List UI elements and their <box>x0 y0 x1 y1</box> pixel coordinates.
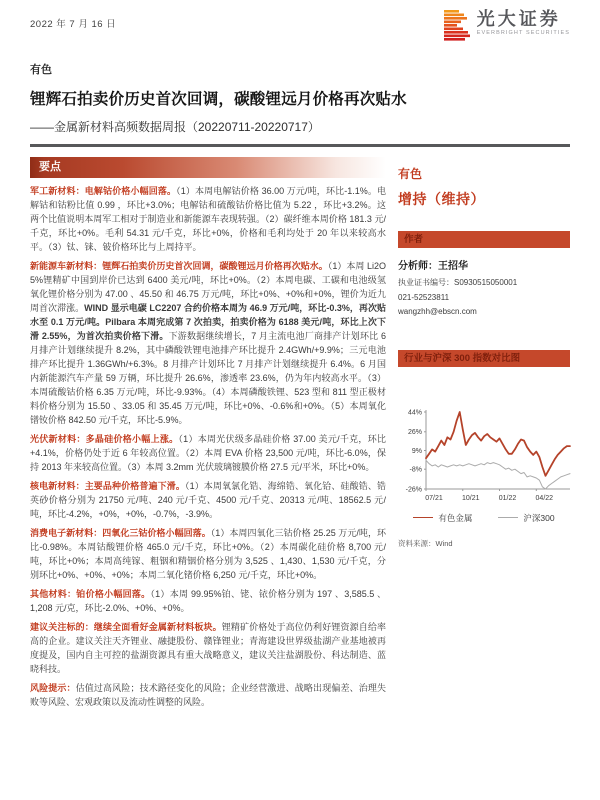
chart-legend <box>398 512 570 524</box>
summary-paragraph <box>30 479 386 521</box>
x-axis-tick-label: 01/22 <box>498 494 517 502</box>
paragraph-segment-lead: 其他材料：铂价格小幅回落。 <box>30 588 151 599</box>
legend-item <box>413 512 472 524</box>
paragraph-segment-lead: 光伏新材料：多晶硅价格小幅上涨。 <box>30 433 179 444</box>
paragraph-segment-lead: 新能源车新材料：锂辉石拍卖价历史首次回调，碳酸锂远月价格再次贴水。 <box>30 260 328 271</box>
legend-item <box>498 512 554 524</box>
chart-heading: 行业与沪深 300 指数对比图 <box>398 350 570 367</box>
analyst-email[interactable]: wangzhh@ebscn.com <box>398 306 477 316</box>
paragraph-segment-normal: 估值过高风险；技术路径变化的风险；企业经营激进、战略出现偏差、治理失败等风险、宏观政策以及流动性调整的风险。 <box>30 682 386 707</box>
series-line-沪深300 <box>426 460 570 489</box>
sidebar-sector: 有色 <box>398 166 423 181</box>
brand-name-en: EVERBRIGHT SECURITIES <box>476 30 570 36</box>
report-title: 锂辉石拍卖价历史首次回调，碳酸锂远月价格再次贴水 <box>30 91 407 108</box>
legend-swatch <box>413 517 433 518</box>
brand-name-cn: 光大证券 <box>476 9 561 29</box>
paragraph-segment-normal: （1）本周氧氯化锆、海绵锆、氧化铪、硅酸锆、锆英砂价格分别为 21750 元/吨、240 元/千克、4500 元/千克、20313 元/吨、18562.5 元/吨，环比-4.2%，+0%，+0%，-0.7%，-3.9%。 <box>30 480 386 519</box>
summary-paragraph <box>30 620 386 676</box>
content-columns <box>30 157 570 714</box>
summary-column <box>30 157 386 714</box>
legend-label: 沪深300 <box>523 512 555 523</box>
y-axis-tick-label: 26% <box>407 428 422 436</box>
everbright-logo-icon <box>444 10 471 47</box>
x-axis-tick-label: 10/21 <box>462 494 480 502</box>
legend-label: 有色金属 <box>438 512 473 523</box>
sector-label: 有色 <box>30 64 52 76</box>
paragraph-segment-bold: WIND 显示电碳 LC2207 合约价格本周为 46.9 万元/吨，环比-0.3%，再次贴水至 0.1 万元/吨。Pilbara 本周完成第 7 次拍卖，拍卖价格为 6188 美元/吨，环比上次下滑 2.55%，为首次拍卖价格下滑。 <box>30 302 386 341</box>
legend-swatch <box>498 517 518 518</box>
y-axis-tick-label: 44% <box>407 408 422 416</box>
paragraph-segment-normal: （1）本周 Li2O 5%锂精矿中国到岸价已达到 6400 美元/吨，环比+0%。（2）本周电碳、工碳和电池级氢氧化锂价格分别为 47.00 、45.50 和 46.75 万元/吨，环比+0%、+0%和+0%，锂价为近九周首次滞涨。 <box>30 260 386 313</box>
x-axis-tick-label: 07/21 <box>425 494 443 502</box>
author-heading: 作者 <box>398 231 570 248</box>
paragraph-segment-lead: 核电新材料：主要品种价格普遍下滑。 <box>30 480 185 491</box>
brand-name <box>477 10 570 37</box>
summary-paragraph <box>30 587 386 615</box>
industry-chart <box>398 407 570 524</box>
paragraph-segment-normal: （1）本周光伏级多晶硅价格 37.00 美元/千克，环比+4.1%，价格仍处于近 6 年较高位置。（2）本周 EVA 价格 23,500 元/吨，环比-6.0%，保持 2013 年来较高位置。（3）本周 3.2mm 光伏玻璃镀膜价格 27.5 元/平米，环比+0%。 <box>30 433 386 472</box>
series-line-有色金属 <box>426 412 570 476</box>
industry-chart-svg <box>398 407 574 503</box>
paragraph-segment-lead: 军工新材料：电解钴价格小幅回落。 <box>30 185 177 196</box>
analyst-license: 执业证书编号：S0930515050001 <box>398 277 518 287</box>
summary-heading: 要点 <box>30 157 386 178</box>
header-divider <box>30 144 570 147</box>
y-axis-tick-label: -26% <box>405 485 422 493</box>
summary-paragraphs <box>30 184 386 709</box>
summary-paragraph <box>30 184 386 254</box>
top-bar <box>30 10 570 47</box>
analyst-name: 分析师：王招华 <box>398 260 468 272</box>
paragraph-segment-lead: 建议关注标的：继续全面看好金属新材料板块。 <box>30 621 222 632</box>
summary-paragraph <box>30 432 386 474</box>
sidebar <box>398 157 570 714</box>
paragraph-segment-normal: 锂精矿价格处于高位仍利好锂资源自给率高的企业。建议关注天齐锂业、融捷股份、赣锋锂业；青海建设世界级盐湖产业基地被再度提及，国内自主可控的盐湖资源具有重大战略意义，建议关注盐湖股份、科达制造、蓝晓科技。 <box>30 621 386 674</box>
brand-logo <box>444 10 570 47</box>
paragraph-segment-normal: （1）本周电解钴价格 36.00 万元/吨，环比-1.1%。电解钴和钴粉比值 0.99 ，环比+3.0%；电解钴和硫酸钴价格比值为 5.22 ，环比+3.2%。这两个比值说明本周军工相对于制造业和新能源车表现转强。（2）碳纤维本周价格 181.3 元/千克，环比+0%。毛利 54.31 元/千克，环比+0%，价格和毛利均处于 20 年以来较高水平。（3）钛、铼、铍价格环比与上周持平。 <box>30 185 386 252</box>
paragraph-segment-lead: 消费电子新材料：四氧化三钴价格小幅回落。 <box>30 527 211 538</box>
summary-paragraph <box>30 259 386 427</box>
paragraph-segment-normal: 下游数据继续增长，7 月主流电池厂商排产计划环比 6 月排产计划继续提升 8.2%，其中磷酸铁锂电池排产环比提升 2.4GWh/+9.9%；三元电池排产环比提升 1.36GWh/+6.3%。8 月排产计划环比 7 月排产计划继续提升 6.4%。6 月国内新能源汽车产量 59 万辆，环比提升 26.6%，渗透率 23.6%，仍为年内较高水平。（3）本周硫酸钴价格 6.35 万元/吨，环比-9.93%。（4）本周磷酸铁锂、523 型和 811 型正极材料价格分别为 15.50 、33.05 和 35.45 万元/吨，环比+0%、-0.6%和+0%。（5）本周氧化镨钕价格 842.50 元/千克，环比-5.9%。 <box>30 330 386 425</box>
x-axis-tick-label: 04/22 <box>535 494 554 502</box>
y-axis-tick-label: -8% <box>409 466 422 474</box>
summary-paragraph <box>30 681 386 709</box>
rating-badge: 增持（维持） <box>398 190 485 207</box>
paragraph-segment-lead: 风险提示： <box>30 682 76 693</box>
y-axis-tick-label: 9% <box>411 447 422 455</box>
summary-paragraph <box>30 526 386 582</box>
chart-source: 资料来源：Wind <box>398 538 453 548</box>
report-subtitle: ——金属新材料高频数据周报（20220711-20220717） <box>30 120 320 134</box>
analyst-phone[interactable]: 021-52523811 <box>398 292 450 302</box>
report-date: 2022 年 7 月 16 日 <box>30 19 117 30</box>
paragraph-segment-normal: （1）本周四氧化三钴价格 25.25 万元/吨，环比-0.98%。本周钴酸锂价格 465.0 元/千克，环比+0%。（2）本周碳化硅价格 8,700 元/吨，环比+0%；本周高纯镓、粗铟和精铟价格分别为 3,525 、1,430、1,530 元/千克，分别环比+0%、+0%、+0%；本周二氧化锗价格 6,250 元/千克，环比+0%。 <box>30 527 386 580</box>
paragraph-segment-normal: （1）本周 99.95%铂、铑、铱价格分别为 197 、3,585.5 、1,208 元/克，环比-2.0%、+0%、+0%。 <box>30 588 386 613</box>
